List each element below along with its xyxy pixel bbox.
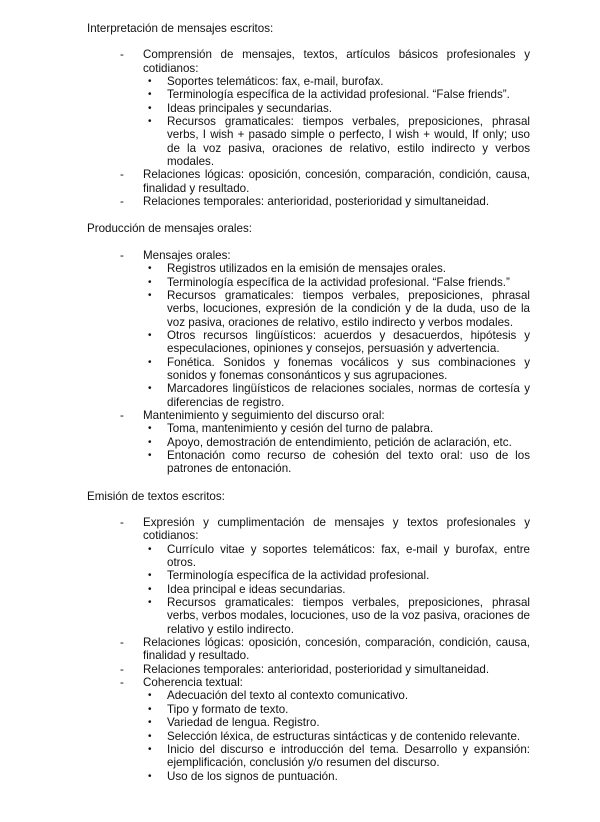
bullet-item (143, 422, 530, 435)
dash-marker: - (120, 248, 124, 262)
dash-item (87, 48, 530, 168)
bullet-text: Apoyo, demostración de entendimiento, petición de aclaración, etc. (167, 435, 512, 449)
dash-marker: - (120, 168, 124, 182)
bullet-text: Recursos gramaticales: tiempos verbales, preposiciones, phrasal verbs, verbos modales, locuciones, uso de la voz pasiva, oraciones de relativo y estilo indirecto. (167, 596, 530, 636)
bullet-icon: • (148, 289, 152, 301)
bullet-text: Inicio del discurso e introducción del tema. Desarrollo y expansión: ejemplificación, conclusión y/o resumen del discurso. (167, 742, 530, 770)
bullet-item (143, 730, 530, 743)
bullet-icon: • (148, 89, 152, 101)
bullet-item (143, 770, 530, 783)
bullet-icon: • (148, 356, 152, 368)
bullet-text: Uso de los signos de puntuación. (167, 769, 338, 783)
bullet-icon: • (148, 263, 152, 275)
dash-item (87, 409, 530, 476)
bullet-item (143, 382, 530, 409)
bullet-item (143, 449, 530, 476)
bullet-item (143, 115, 530, 168)
bullet-icon: • (148, 449, 152, 461)
section-heading: Emisión de textos escritos: (87, 489, 225, 503)
bullet-icon: • (148, 102, 152, 114)
dash-item (87, 676, 530, 783)
bullet-item (143, 356, 530, 383)
bullet-text: Terminología específica de la actividad profesional. (167, 569, 430, 583)
bullet-text: Tipo y formato de texto. (167, 702, 289, 716)
bullet-text: Currículo vitae y soportes telemáticos: fax, e-mail y burofax, entre otros. (167, 542, 530, 570)
bullet-icon: • (148, 436, 152, 448)
bullet-text: Terminología específica de la actividad profesional. “False friends.” (167, 275, 510, 289)
bullet-icon: • (148, 717, 152, 729)
dash-marker: - (120, 408, 124, 422)
bullet-text: Recursos gramaticales: tiempos verbales, preposiciones, phrasal verbs, locuciones, expresión de la condición y de la duda, uso de la voz pasiva, oraciones de relativo, estilo indirecto y verbos modales. (167, 288, 530, 329)
bullet-icon: • (148, 583, 152, 595)
dash-list (87, 516, 530, 783)
bullet-list (143, 422, 530, 475)
bullet-text: Otros recursos lingüísticos: acuerdos y desacuerdos, hipótesis y especulaciones, opiniones y consejos, persuasión y advertencia. (167, 328, 530, 356)
bullet-item (143, 596, 530, 636)
bullet-text: Variedad de lengua. Registro. (167, 716, 320, 730)
dash-marker: - (120, 636, 124, 650)
bullet-list (143, 543, 530, 636)
bullet-list (143, 689, 530, 782)
dash-item-text: Relaciones temporales: anterioridad, posterioridad y simultaneidad. (143, 662, 490, 676)
bullet-list (143, 262, 530, 409)
bullet-icon: • (148, 543, 152, 555)
bullet-text: Toma, mantenimiento y cesión del turno de palabra. (167, 422, 434, 436)
bullet-icon: • (148, 690, 152, 702)
bullet-item (143, 276, 530, 289)
bullet-text: Registros utilizados en la emisión de mensajes orales. (167, 262, 447, 276)
bullet-item (143, 569, 530, 582)
dash-item-text: Relaciones lógicas: oposición, concesión, comparación, condición, causa, finalidad y resultado. (143, 636, 530, 663)
bullet-icon: • (148, 743, 152, 755)
bullet-item (143, 583, 530, 596)
bullet-text: Soportes telemáticos: fax, e-mail, burofax. (167, 75, 384, 89)
section-produccion-oral (87, 222, 530, 475)
bullet-icon: • (148, 597, 152, 609)
dash-item-text: Mantenimiento y seguimiento del discurso oral: (143, 408, 385, 422)
bullet-item (143, 703, 530, 716)
bullet-icon: • (148, 703, 152, 715)
bullet-icon: • (148, 423, 152, 435)
bullet-text: Marcadores lingüísticos de relaciones sociales, normas de cortesía y diferencias de registro. (167, 382, 530, 409)
dash-item-text: Comprensión de mensajes, textos, artículos básicos profesionales y cotidianos: (143, 48, 530, 75)
bullet-text: Ideas principales y secundarias. (167, 101, 332, 115)
dash-item (87, 636, 530, 663)
bullet-icon: • (148, 383, 152, 395)
bullet-icon: • (148, 276, 152, 288)
dash-item (87, 249, 530, 409)
bullet-item (143, 436, 530, 449)
bullet-item (143, 689, 530, 702)
bullet-item (143, 262, 530, 275)
bullet-text: Adecuación del texto al contexto comunicativo. (167, 689, 409, 703)
bullet-text: Idea principal e ideas secundarias. (167, 582, 346, 596)
dash-list (87, 249, 530, 476)
dash-list (87, 48, 530, 208)
dash-item (87, 663, 530, 676)
section-heading: Interpretación de mensajes escritos: (87, 22, 274, 35)
bullet-text: Fonética. Sonidos y fonemas vocálicos y sus combinaciones y sonidos y fonemas consonánticos y sus agrupaciones. (167, 355, 530, 382)
section-heading: Producción de mensajes orales: (87, 222, 252, 236)
bullet-item (143, 743, 530, 770)
dash-marker: - (120, 516, 124, 529)
bullet-item (143, 716, 530, 729)
bullet-text: Terminología específica de la actividad profesional. “False friends”. (167, 88, 510, 102)
dash-item-text: Relaciones lógicas: oposición, concesión, comparación, condición, causa, finalidad y resultado. (143, 168, 530, 195)
bullet-icon: • (148, 730, 152, 742)
bullet-item (143, 102, 530, 115)
bullet-icon: • (148, 770, 152, 782)
bullet-text: Entonación como recurso de cohesión del texto oral: uso de los patrones de entonación. (167, 448, 530, 476)
dash-marker: - (120, 662, 124, 676)
dash-item-text: Relaciones temporales: anterioridad, posterioridad y simultaneidad. (143, 195, 490, 209)
bullet-item (143, 289, 530, 329)
dash-item-text: Coherencia textual: (143, 676, 243, 690)
bullet-list (143, 75, 530, 168)
dash-marker: - (120, 676, 124, 690)
bullet-icon: • (148, 570, 152, 582)
bullet-icon: • (148, 329, 152, 341)
section-emision-escritos (87, 490, 530, 783)
dash-item (87, 516, 530, 636)
dash-item-text: Mensajes orales: (143, 248, 231, 262)
bullet-item (143, 329, 530, 356)
bullet-item (143, 75, 530, 88)
section-interpretacion (87, 22, 530, 208)
dash-marker: - (120, 48, 124, 62)
bullet-icon: • (148, 76, 152, 88)
bullet-icon: • (148, 116, 152, 128)
bullet-item (143, 543, 530, 570)
dash-item (87, 168, 530, 195)
bullet-text: Selección léxica, de estructuras sintácticas y de contenido relevante. (167, 729, 521, 743)
dash-marker: - (120, 195, 124, 209)
dash-item-text: Expresión y cumplimentación de mensajes y textos profesionales y cotidianos: (143, 516, 530, 543)
bullet-item (143, 88, 530, 101)
dash-item (87, 195, 530, 208)
bullet-text: Recursos gramaticales: tiempos verbales, preposiciones, phrasal verbs, I wish + pasado simple o perfecto, I wish + would, If only; uso de la voz pasiva, oraciones de relativo, estilo indirecto y verbos modales. (167, 115, 530, 169)
